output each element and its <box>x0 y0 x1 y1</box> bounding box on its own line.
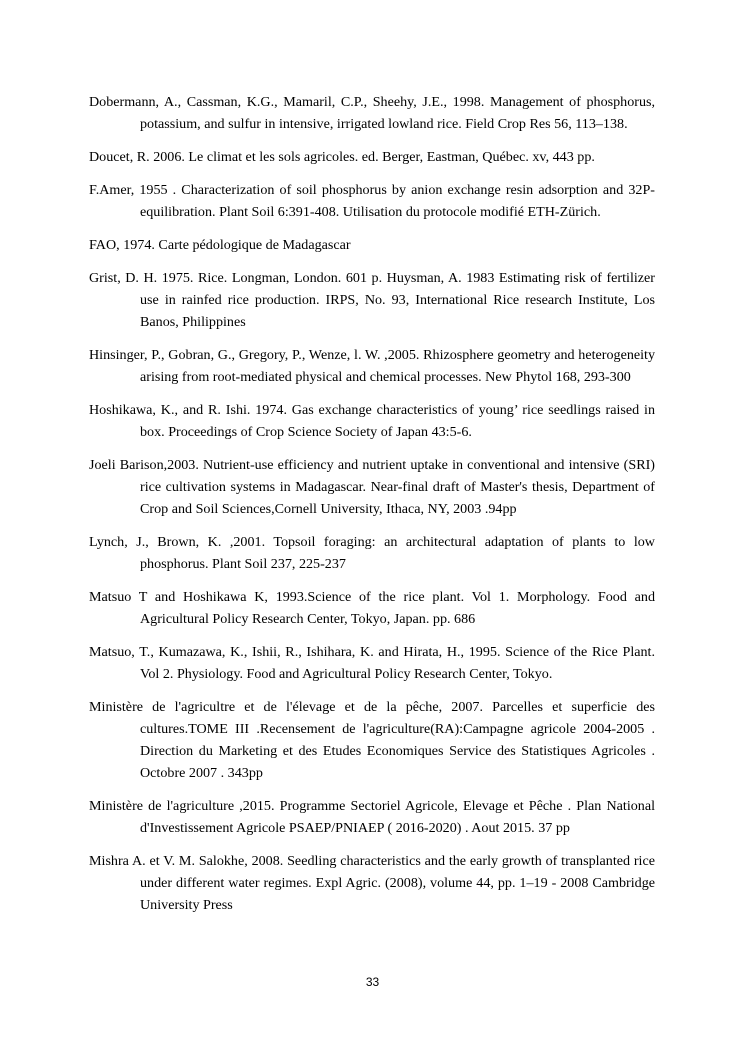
reference-mishra-2008: Mishra A. et V. M. Salokhe, 2008. Seedling characteristics and the early growth of transplanted rice under different water regimes. Expl Agric. (2008), volume 44, pp. 1–19 - 2008 Cambridge University Press <box>89 853 655 913</box>
reference-list <box>89 91 655 927</box>
reference-amer-1955: F.Amer, 1955 . Characterization of soil phosphorus by anion exchange resin adsorption and 32P-equilibration. Plant Soil 6:391-408. Utilisation du protocole modifié ETH-Zürich. <box>89 182 655 220</box>
reference-dobermann-1998: Dobermann, A., Cassman, K.G., Mamaril, C.P., Sheehy, J.E., 1998. Management of phosphorus, potassium, and sulfur in intensive, irrigated lowland rice. Field Crop Res 56, 113–138. <box>89 94 655 132</box>
page-number: 33 <box>365 975 380 989</box>
reference-matsuo-1995: Matsuo, T., Kumazawa, K., Ishii, R., Ishihara, K. and Hirata, H., 1995. Science of the Rice Plant. Vol 2. Physiology. Food and Agricultural Policy Research Center, Tokyo. <box>89 644 655 682</box>
reference-barison-2003: Joeli Barison,2003. Nutrient-use efficiency and nutrient uptake in conventional and intensive (SRI) rice cultivation systems in Madagascar. Near-final draft of Master's thesis, Department of Crop and Soil Sciences,Cornell University, Ithaca, NY, 2003 .94pp <box>89 457 655 517</box>
reference-hoshikawa-1974: Hoshikawa, K., and R. Ishi. 1974. Gas exchange characteristics of young’ rice seedlings raised in box. Proceedings of Crop Science Society of Japan 43:5-6. <box>89 402 655 440</box>
reference-hinsinger-2005: Hinsinger, P., Gobran, G., Gregory, P., Wenze, l. W. ,2005. Rhizosphere geometry and heterogeneity arising from root-mediated physical and chemical processes. New Phytol 168, 293-300 <box>89 347 655 385</box>
reference-matsuo-1993: Matsuo T and Hoshikawa K, 1993.Science of the rice plant. Vol 1. Morphology. Food and Agricultural Policy Research Center, Tokyo, Japan. pp. 686 <box>89 589 655 627</box>
reference-grist-1975: Grist, D. H. 1975. Rice. Longman, London. 601 p. Huysman, A. 1983 Estimating risk of fertilizer use in rainfed rice production. IRPS, No. 93, International Rice research Institute, Los Banos, Philippines <box>89 270 655 330</box>
reference-fao-1974: FAO, 1974. Carte pédologique de Madagascar <box>89 237 351 253</box>
reference-ministere-2007: Ministère de l'agricultre et de l'élevage et de la pêche, 2007. Parcelles et superficie des cultures.TOME III .Recensement de l'agriculture(RA):Campagne agricole 2004-2005 . Direction du Marketing et des Etudes Economiques Service des Statistiques Agricoles . Octobre 2007 . 343pp <box>89 699 655 781</box>
reference-lynch-2001: Lynch, J., Brown, K. ,2001. Topsoil foraging: an architectural adaptation of plants to low phosphorus. Plant Soil 237, 225-237 <box>89 534 655 572</box>
reference-ministere-2015: Ministère de l'agriculture ,2015. Programme Sectoriel Agricole, Elevage et Pêche . Plan National d'Investissement Agricole PSAEP/PNIAEP ( 2016-2020) . Aout 2015. 37 pp <box>89 798 655 836</box>
reference-doucet-2006: Doucet, R. 2006. Le climat et les sols agricoles. ed. Berger, Eastman, Québec. xv, 443 pp. <box>89 149 595 165</box>
